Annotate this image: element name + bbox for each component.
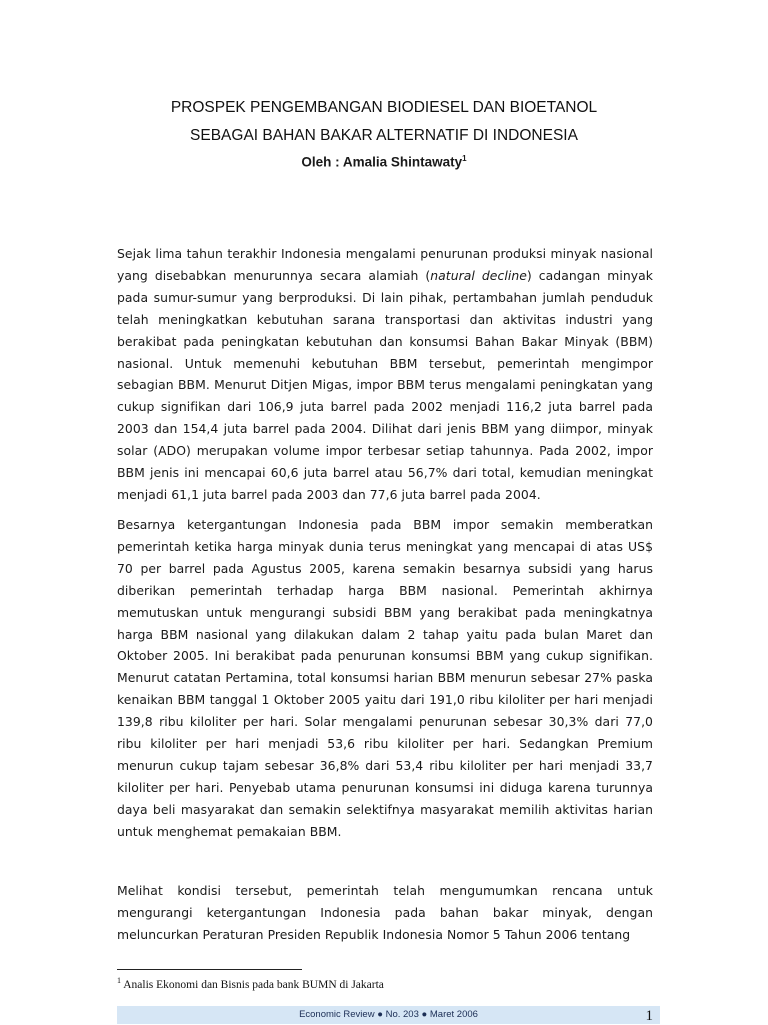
author-name: Oleh : Amalia Shintawaty <box>301 154 463 170</box>
paragraph-2: Besarnya ketergantungan Indonesia pada BBM impor semakin memberatkan pemerintah ketika harga minyak dunia terus meningkat yang mencapai di atas US$ 70 per barrel pada Agustus 2005, karena semakin besarnya subsidi yang harus diberikan pemerintah terhadap harga BBM nasional. Pemerintah akhirnya memutuskan untuk mengurangi subsidi BBM yang berakibat pada meningkatnya harga BBM nasional yang dilakukan dalam 2 tahap yaitu pada bulan Maret dan Oktober 2005. Ini berakibat pada penurunan konsumsi BBM yang cukup signifikan. Menurut catatan Pertamina, total konsumsi harian BBM menurun sebesar 27% paska kenaikan BBM tanggal 1 Oktober 2005 yaitu dari 191,0 ribu kiloliter per hari menjadi 139,8 ribu kiloliter per hari. Solar mengalami penurunan sebesar 30,3% dari 77,0 ribu kiloliter per hari menjadi 53,6 ribu kiloliter per hari. Sedangkan Premium menurun cukup tajam sebesar 36,8% dari 53,4 ribu kiloliter per hari menjadi 33,7 kiloliter per hari. Penyebab utama penurunan konsumsi ini diduga karena turunnya daya beli masyarakat dan semakin selektifnya masyarakat memilih aktivitas harian untuk menghemat pemakaian BBM. <box>117 517 653 839</box>
title-block <box>0 94 768 170</box>
document-title-line-2: SEBAGAI BAHAN BAKAR ALTERNATIF DI INDONESIA <box>190 127 578 144</box>
document-title-line-1: PROSPEK PENGEMBANGAN BIODIESEL DAN BIOETANOL <box>170 99 598 116</box>
footnote-text: Analis Ekonomi dan Bisnis pada bank BUMN di Jakarta <box>123 978 384 991</box>
footnote-divider <box>117 969 302 970</box>
author-footnote-marker: 1 <box>462 154 467 163</box>
italic-phrase: natural decline <box>430 267 527 283</box>
page-number: 1 <box>645 1008 653 1024</box>
footer-bar: Economic Review ● No. 203 ● Maret 2006 <box>117 1006 660 1024</box>
author-line <box>0 154 768 170</box>
footnote-marker: 1 <box>117 976 121 985</box>
footnote <box>117 976 384 991</box>
paragraph-3: Melihat kondisi tersebut, pemerintah telah mengumumkan rencana untuk mengurangi ketergantungan Indonesia pada bahan bakar minyak, dengan meluncurkan Peraturan Presiden Republik Indonesia Nomor 5 Tahun 2006 tentang <box>117 883 653 942</box>
paragraph-1: Sejak lima tahun terakhir Indonesia mengalami penurunan produksi minyak nasional yang disebabkan menurunnya secara alamiah (natural decline) cadangan minyak pada sumur-sumur yang berproduksi. Di lain pihak, pertambahan jumlah penduduk telah meningkatkan kebutuhan sarana transportasi dan aktivitas industri yang berakibat pada peningkatan kebutuhan dan konsumsi Bahan Bakar Minyak (BBM) nasional. Untuk memenuhi kebutuhan BBM tersebut, pemerintah mengimpor sebagian BBM. Menurut Ditjen Migas, impor BBM terus mengalami peningkatan yang cukup signifikan dari 106,9 juta barrel pada 2002 menjadi 116,2 juta barrel pada 2003 dan 154,4 juta barrel pada 2004. Dilihat dari jenis BBM yang diimpor, minyak solar (ADO) merupakan volume impor terbesar setiap tahunnya. Pada 2002, impor BBM jenis ini mencapai 60,6 juta barrel atau 56,7% dari total, kemudian meningkat menjadi 61,1 juta barrel pada 2003 dan 77,6 juta barrel pada 2004. <box>117 246 653 502</box>
